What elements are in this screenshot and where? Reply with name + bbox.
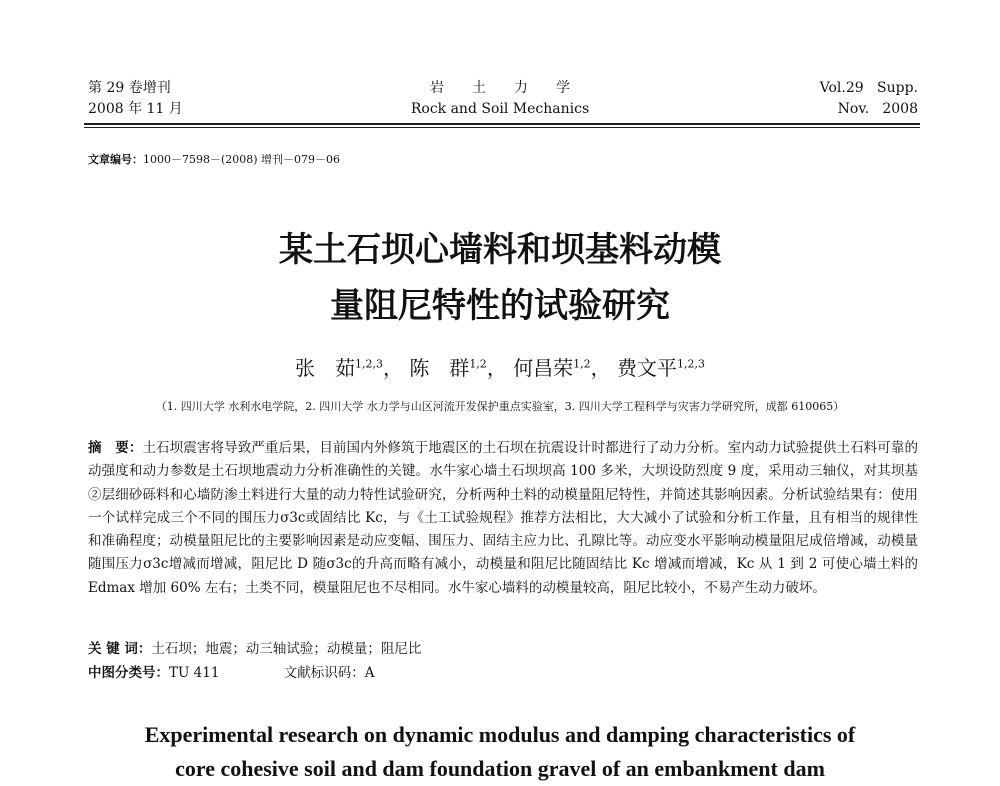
classification-label: 中图分类号：: [88, 665, 169, 681]
document-code-value: A: [364, 665, 375, 681]
abstract: [88, 437, 918, 600]
abstract-text: 土石坝震害将导致严重后果，目前国内外修筑于地震区的土石坝在抗震设计时都进行了动力分析。室内动力试验提供土石料可靠的动强度和动力参数是土石坝地震动力分析准确性的关键。水牛家心墙土石坝坝高 100 多米，大坝设防烈度 9 度，采用动三轴仪，对其坝基②层细砂砾料和心墙防渗土料进行大量的动力特性试验研究，分析两种土料的动模量阻尼特性，并简述其影响因素。分析试验结果有：使用一个试样完成三个不同的围压力σ3c或固结比 Kc，与《土工试验规程》推荐方法相比，大大减小了试验和分析工作量，且有相当的规律性和准确程度；动模量阻尼比的主要影响因素是动应变幅、围压力、固结主应力比、孔隙比等。动应变水平影响动模量阻尼成倍增减，动模量随围压力σ3c增减而增减，阻尼比 D 随σ3c的升高而略有减小，动模量和阻尼比随固结比 Kc 增减而增减，Kc 从 1 到 2 可使心墙土料的 Edmax 增加 60% 左右；土类不同，模量阻尼也不尽相同。水牛家心墙料的动模量较高，阻尼比较小，不易产生动力破坏。: [88, 440, 919, 596]
author-name: 费文平: [617, 356, 678, 380]
affiliations: （1. 四川大学 水利水电学院，2. 四川大学 水力学与山区河流开发保护重点实验室，3. 四川大学工程科学与灾害力学研究所，成都 610065）: [155, 400, 845, 413]
title-cn-line1: 某土石坝心墙料和坝基料动模: [279, 230, 721, 270]
header-right: [820, 78, 918, 120]
header-rule-thin: [84, 127, 920, 128]
title-en: [0, 718, 1000, 786]
title-en-line1: Experimental research on dynamic modulus and damping characteristics of: [144, 722, 856, 747]
volume-info: 第 29 卷增刊: [88, 80, 171, 96]
article-number: [88, 151, 340, 167]
title-cn: [0, 222, 1000, 334]
volume-info-en: Vol.29 Supp.: [819, 80, 918, 96]
article-number-label: 文章编号：: [88, 153, 143, 166]
author-affiliation: 1,2,3: [677, 357, 706, 371]
issue-date: 2008 年 11 月: [88, 101, 183, 117]
journal-name-en: Rock and Soil Mechanics: [410, 101, 590, 117]
title-en-line2: core cohesive soil and dam foundation gravel of an embankment dam: [175, 756, 825, 781]
title-cn-line2: 量阻尼特性的试验研究: [330, 286, 670, 326]
article-number-value: 1000－7598－(2008) 增刊－079－06: [143, 153, 341, 166]
header-rule-thick: [84, 123, 920, 125]
classification: [88, 661, 375, 681]
keywords-text: 土石坝；地震；动三轴试验；动模量；阻尼比: [151, 641, 422, 657]
author-name: 陈 群: [409, 356, 470, 380]
author-affiliation: 1,2: [469, 357, 487, 371]
author-affiliation: 1,2,3: [354, 357, 383, 371]
author-affiliation: 1,2: [573, 357, 591, 371]
keywords: [88, 637, 421, 657]
author-name: 张 茹: [294, 356, 355, 380]
document-code-label: 文献标识码：: [283, 665, 365, 681]
issue-date-en: Nov. 2008: [837, 101, 918, 117]
author-name: 何昌荣: [513, 356, 574, 380]
author-list: 张 茹$^{1,2,3}$， 陈 群$^{1,2}$， 何昌荣$^{1,2}$， 费文平$^{1,2,3}$: [294, 356, 706, 380]
journal-name-cn: 岩土力学: [430, 80, 598, 96]
abstract-label: 摘 要：: [88, 440, 143, 456]
classification-value: TU 411: [169, 665, 220, 681]
keywords-label: 关 键 词：: [88, 641, 152, 657]
